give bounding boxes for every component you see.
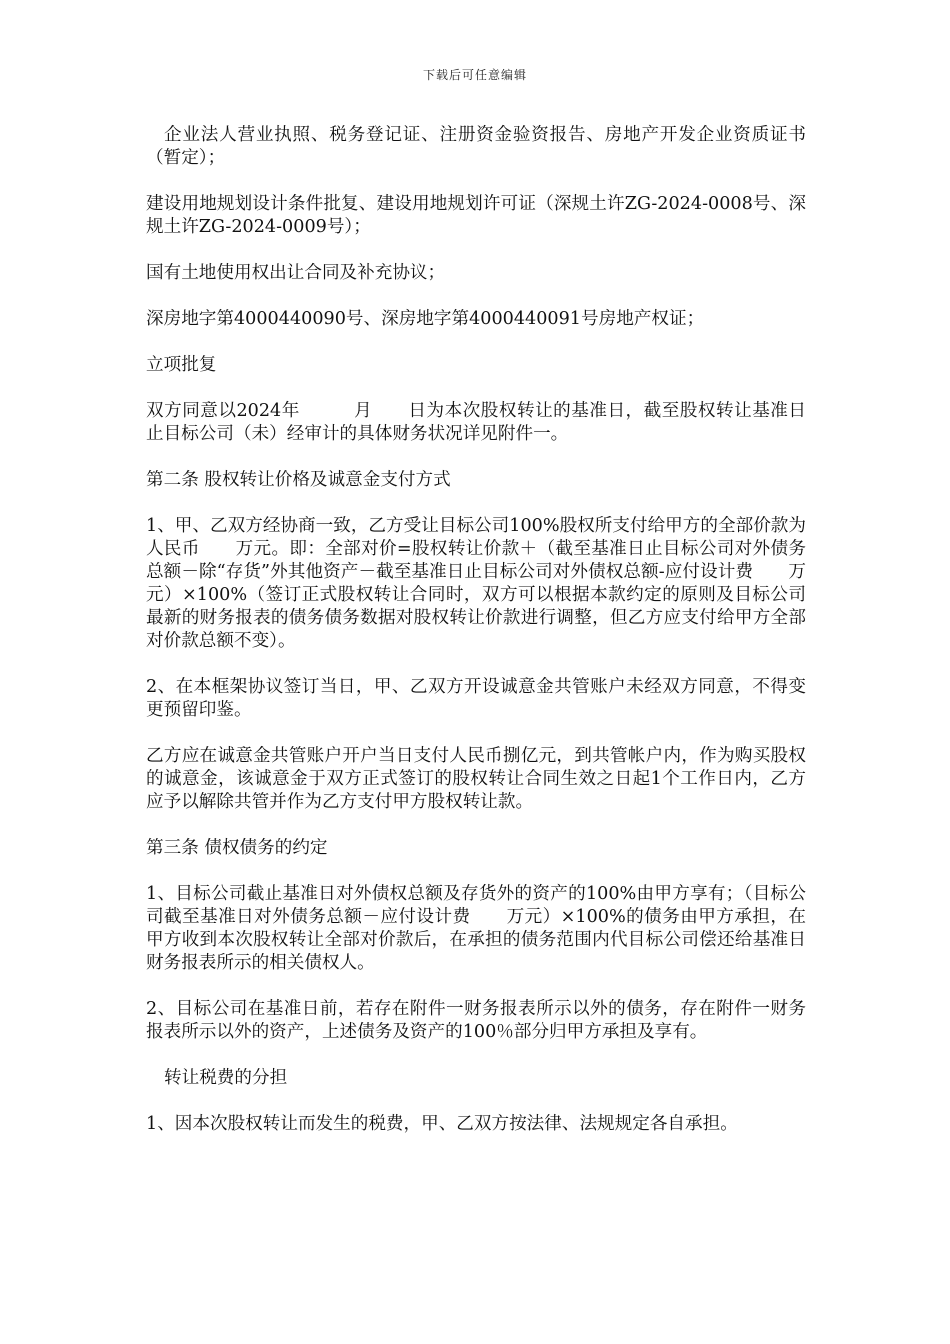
paragraph-tax-responsibility: 1、因本次股权转让而发生的税费，甲、乙双方按法律、法规规定各自承担。 (146, 1114, 738, 1134)
paragraph-escrow-account: 2、在本框架协议签订当日，甲、乙双方开设诚意金共管账户未经双方同意，不得变更预留印鉴。 (146, 677, 806, 720)
paragraph-base-date: 双方同意以2024年 月 日为本次股权转让的基准日，截至股权转让基准日止目标公司（未）经审计的具体财务状况详见附件一。 (146, 401, 806, 444)
paragraph-claims-and-debts: 1、目标公司截止基准日对外债权总额及存货外的资产的100%由甲方享有；（目标公司截至基准日对外债务总额－应付设计费 万元）×100%的债务由甲方承担，在甲方收到本次股权转让全部对价款后，在承担的债务范围内代目标公司偿还给基准日财务报表所示的相关债权人。 (146, 884, 806, 973)
paragraph-earnest-money: 乙方应在诚意金共管账户开户当日支付人民币捌亿元，到共管帐户内，作为购买股权的诚意金，该诚意金于双方正式签订的股权转让合同生效之日起1个工作日内，乙方应予以解除共管并作为乙方支付甲方股权转让款。 (146, 746, 806, 812)
paragraph-project-approval: 立项批复 (146, 355, 217, 375)
paragraph-qualification-documents: 企业法人营业执照、税务登记证、注册资金验资报告、房地产开发企业资质证书（暂定）； (146, 125, 806, 168)
paragraph-planning-permits: 建设用地规划设计条件批复、建设用地规划许可证（深规土许ZG-2024-0008号、深规土许ZG-2024-0009号）； (146, 194, 806, 237)
document-body (146, 124, 806, 1159)
paragraph-transfer-price: 1、甲、乙双方经协商一致，乙方受让目标公司100%股权所支付给甲方的全部价款为人民币 万元。即：全部对价=股权转让价款＋（截至基准日止目标公司对外债务总额－除“存货”外其他资产－截至基准日止目标公司对外债权总额-应付设计费 万元）×100%（签订正式股权转让合同时，双方可以根据本款约定的原则及目标公司最新的财务报表的债务债务数据对股权转让价款进行调整，但乙方应支付给甲方全部对价款总额不变）。 (146, 516, 806, 651)
section-heading-article-3: 第三条 债权债务的约定 (146, 838, 328, 858)
section-heading-article-2: 第二条 股权转让价格及诚意金支付方式 (146, 470, 451, 490)
page-header: 下载后可任意编辑 (422, 68, 527, 82)
paragraph-land-use-contract: 国有土地使用权出让合同及补充协议； (146, 263, 446, 283)
section-heading-tax-sharing: 转让税费的分担 (164, 1068, 288, 1088)
paragraph-undisclosed-items: 2、目标公司在基准日前，若存在附件一财务报表所示以外的债务，存在附件一财务报表所示以外的资产，上述债务及资产的100％部分归甲方承担及享有。 (146, 999, 806, 1042)
paragraph-property-certificates: 深房地字第4000440090号、深房地字第4000440091号房地产权证； (146, 309, 705, 329)
